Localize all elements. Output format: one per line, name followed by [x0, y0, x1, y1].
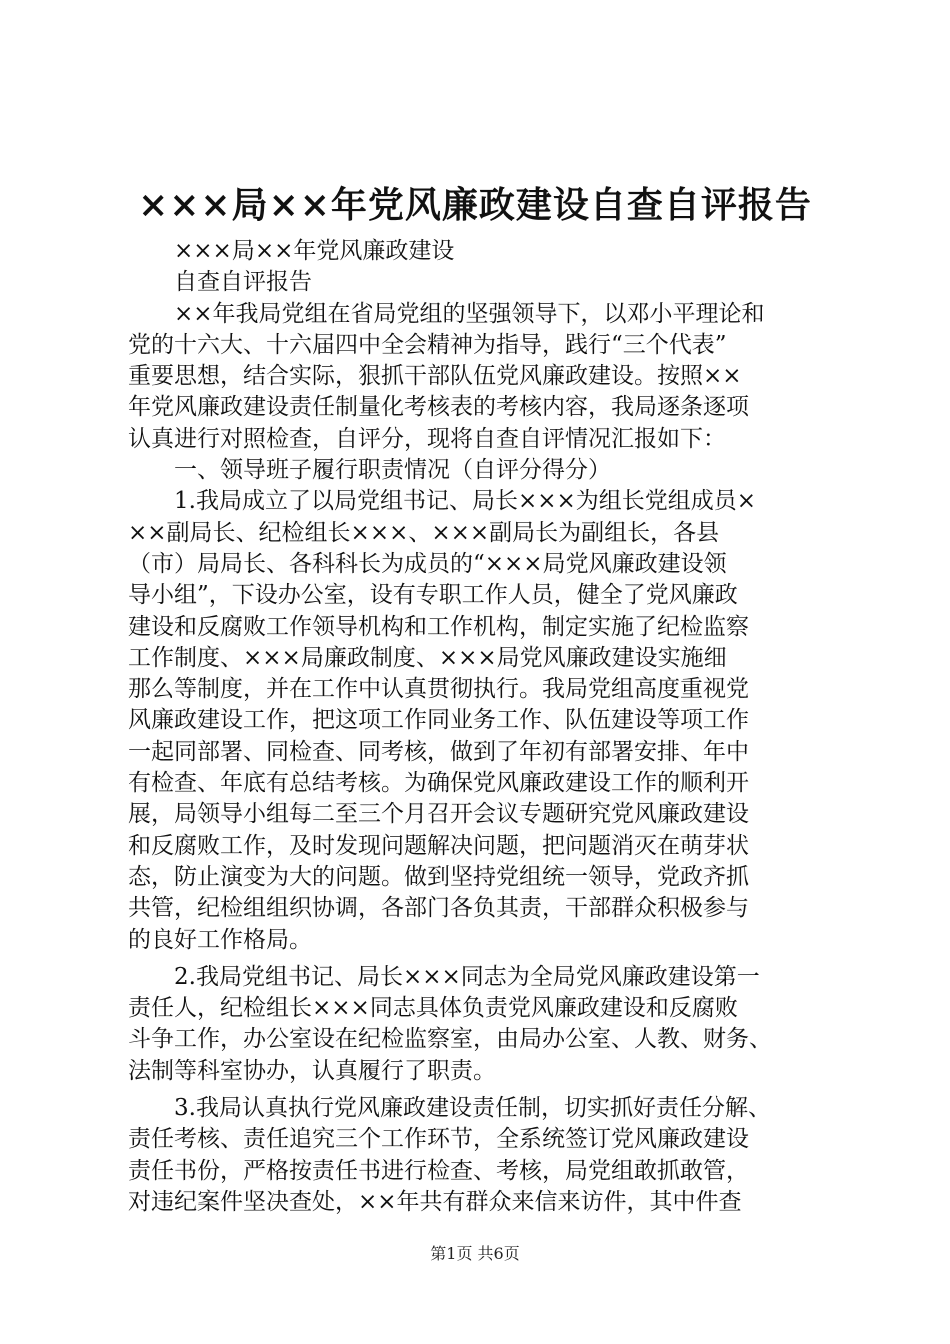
body-line: 共管，纪检组组织协调，各部门各负其责，干部群众积极参与: [128, 895, 749, 922]
body-line: 斗争工作，办公室设在纪检监察室，由局办公室、人教、财务、: [128, 1026, 772, 1053]
body-line: 对违纪案件坚决查处，××年共有群众来信来访件，其中件查: [128, 1188, 742, 1215]
body-line: 态，防止演变为大的问题。做到坚持党组统一领导，党政齐抓: [128, 863, 749, 890]
document-title: ×××局××年党风廉政建设自查自评报告: [138, 184, 812, 226]
body-line: 重要思想，结合实际，狠抓干部队伍党风廉政建设。按照××: [128, 363, 742, 390]
section-heading: 一、领导班子履行职责情况（自评分得分）: [128, 457, 611, 484]
body-line: 导小组”，下设办公室，设有专职工作人员，健全了党风廉政: [128, 582, 738, 609]
body-line: 责任人，纪检组长×××同志具体负责党风廉政建设和反腐败: [128, 995, 738, 1022]
body-line: 有检查、年底有总结考核。为确保党风廉政建设工作的顺利开: [128, 770, 749, 797]
body-line: 自查自评报告: [128, 269, 312, 296]
body-line: 建设和反腐败工作领导机构和工作机构，制定实施了纪检监察: [128, 613, 749, 640]
body-line: 展，局领导小组每二至三个月召开会议专题研究党风廉政建设: [128, 801, 749, 828]
body-line: ××年我局党组在省局党组的坚强领导下，以邓小平理论和: [128, 300, 765, 327]
body-line: 3.我局认真执行党风廉政建设责任制，切实抓好责任分解、: [128, 1095, 771, 1122]
body-line: 党的十六大、十六届四中全会精神为指导，践行“三个代表”: [128, 331, 727, 358]
body-line: （市）局局长、各科科长为成员的“×××局党风廉政建设领: [128, 550, 727, 577]
body-line: 和反腐败工作，及时发现问题解决问题，把问题消灭在萌芽状: [128, 832, 749, 859]
body-line: 责任书份，严格按责任书进行检查、考核，局党组敢抓敢管，: [128, 1157, 749, 1184]
body-line: ××副局长、纪检组长×××、×××副局长为副组长，各县: [128, 519, 720, 546]
body-line: 年党风廉政建设责任制量化考核表的考核内容，我局逐条逐项: [128, 394, 749, 421]
page-footer: 第1页 共6页: [430, 1244, 520, 1263]
body-line: 责任考核、责任追究三个工作环节，全系统签订党风廉政建设: [128, 1126, 749, 1153]
body-line: 风廉政建设工作，把这项工作同业务工作、队伍建设等项工作: [128, 707, 749, 734]
body-line: 法制等科室协办，认真履行了职责。: [128, 1057, 496, 1084]
body-line: 2.我局党组书记、局长×××同志为全局党风廉政建设第一: [128, 963, 760, 990]
body-line: 认真进行对照检查，自评分，现将自查自评情况汇报如下：: [128, 425, 726, 452]
body-line: 一起同部署、同检查、同考核，做到了年初有部署安排、年中: [128, 738, 749, 765]
body-line: 那么等制度，并在工作中认真贯彻执行。我局党组高度重视党: [128, 676, 749, 703]
body-line: ×××局××年党风廉政建设: [128, 238, 455, 264]
body-line: 工作制度、×××局廉政制度、×××局党风廉政建设实施细: [128, 644, 727, 671]
body-line: 的良好工作格局。: [128, 926, 312, 953]
body-line: 1.我局成立了以局党组书记、局长×××为组长党组成员×: [128, 488, 757, 515]
document-body: [128, 236, 838, 1218]
